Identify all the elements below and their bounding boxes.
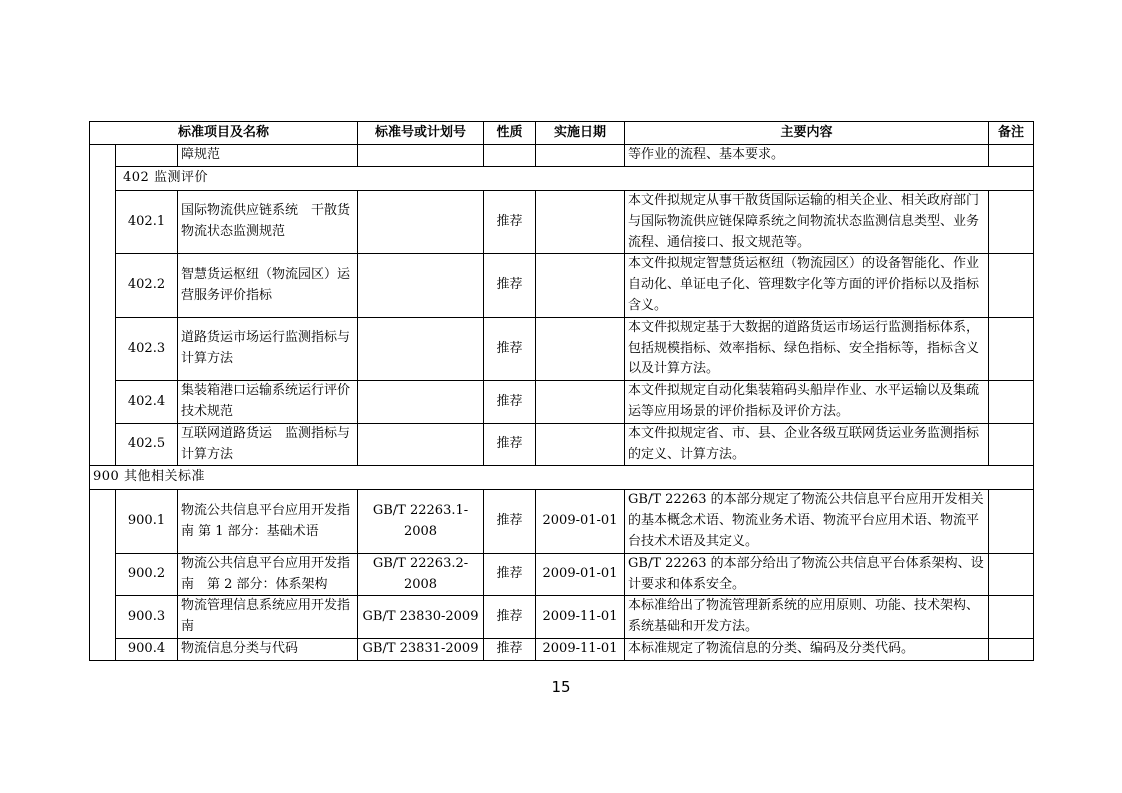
nature-cell: 推荐: [484, 490, 536, 553]
content-cell: 本文件拟规定省、市、县、企业各级互联网货运业务监测指标的定义、计算方法。: [625, 423, 989, 466]
content-cell: 本标准给出了物流管理新系统的应用原则、功能、技术架构、系统基础和开发方法。: [625, 596, 989, 639]
number-cell: GB/T 23830-2009: [358, 596, 484, 639]
date-cell: 2009-01-01: [536, 553, 625, 596]
section-label-900: 900 其他相关标准: [90, 466, 1034, 490]
table-row: [90, 553, 1034, 596]
name-cell: 障规范: [178, 145, 358, 167]
date-cell: [536, 317, 625, 380]
code-cell: 402.3: [116, 317, 178, 380]
code-cell: 402.2: [116, 254, 178, 317]
content-cell: GB/T 22263 的本部分给出了物流公共信息平台体系架构、设计要求和体系安全。: [625, 553, 989, 596]
code-cell: 900.3: [116, 596, 178, 639]
code-cell: 402.4: [116, 381, 178, 424]
section-row: [90, 167, 1034, 191]
number-cell: [358, 254, 484, 317]
number-cell: GB/T 22263.2-2008: [358, 553, 484, 596]
name-cell: 集装箱港口运输系统运行评价技术规范: [178, 381, 358, 424]
remarks-cell: [989, 317, 1034, 380]
nature-cell: 推荐: [484, 423, 536, 466]
date-cell: 2009-01-01: [536, 490, 625, 553]
indent-cell: [90, 490, 116, 661]
table-row: [90, 381, 1034, 424]
header-name: 标准项目及名称: [90, 122, 358, 145]
number-cell: GB/T 22263.1-2008: [358, 490, 484, 553]
date-cell: [536, 191, 625, 254]
name-cell: 物流管理信息系统应用开发指南: [178, 596, 358, 639]
number-cell: [358, 145, 484, 167]
date-cell: [536, 423, 625, 466]
number-cell: GB/T 23831-2009: [358, 638, 484, 660]
header-date: 实施日期: [536, 122, 625, 145]
date-cell: [536, 145, 625, 167]
remarks-cell: [989, 553, 1034, 596]
nature-cell: 推荐: [484, 638, 536, 660]
remarks-cell: [989, 596, 1034, 639]
content-cell: 本文件拟规定从事干散货国际运输的相关企业、相关政府部门与国际物流供应链保障系统之间物流状态监测信息类型、业务流程、通信接口、报文规范等。: [625, 191, 989, 254]
nature-cell: 推荐: [484, 317, 536, 380]
code-cell: 402.5: [116, 423, 178, 466]
content-cell: 本文件拟规定智慧货运枢纽（物流园区）的设备智能化、作业自动化、单证电子化、管理数字化等方面的评价指标以及指标含义。: [625, 254, 989, 317]
remarks-cell: [989, 191, 1034, 254]
name-cell: 智慧货运枢纽（物流园区）运营服务评价指标: [178, 254, 358, 317]
page-number: 15: [551, 678, 571, 696]
number-cell: [358, 317, 484, 380]
table-row: [90, 317, 1034, 380]
header-remarks: 备注: [989, 122, 1034, 145]
name-cell: 道路货运市场运行监测指标与计算方法: [178, 317, 358, 380]
nature-cell: 推荐: [484, 553, 536, 596]
date-cell: 2009-11-01: [536, 638, 625, 660]
header-content: 主要内容: [625, 122, 989, 145]
remarks-cell: [989, 254, 1034, 317]
content-cell: 等作业的流程、基本要求。: [625, 145, 989, 167]
standards-table: [89, 121, 1034, 661]
table-row: [90, 191, 1034, 254]
code-cell: 402.1: [116, 191, 178, 254]
name-cell: 互联网道路货运 监测指标与计算方法: [178, 423, 358, 466]
content-cell: 本文件拟规定基于大数据的道路货运市场运行监测指标体系，包括规模指标、效率指标、绿色指标、安全指标等，指标含义以及计算方法。: [625, 317, 989, 380]
table-row: [90, 638, 1034, 660]
table-header-row: [90, 122, 1034, 145]
name-cell: 国际物流供应链系统 干散货物流状态监测规范: [178, 191, 358, 254]
date-cell: [536, 381, 625, 424]
content-cell: 本标准规定了物流信息的分类、编码及分类代码。: [625, 638, 989, 660]
nature-cell: 推荐: [484, 596, 536, 639]
table-row: [90, 145, 1034, 167]
code-cell: 900.4: [116, 638, 178, 660]
content-cell: 本文件拟规定自动化集装箱码头船岸作业、水平运输以及集疏运等应用场景的评价指标及评价方法。: [625, 381, 989, 424]
nature-cell: [484, 145, 536, 167]
table-row: [90, 596, 1034, 639]
content-cell: GB/T 22263 的本部分规定了物流公共信息平台应用开发相关的基本概念术语、物流业务术语、物流平台应用术语、物流平台技术术语及其定义。: [625, 490, 989, 553]
number-cell: [358, 191, 484, 254]
number-cell: [358, 423, 484, 466]
number-cell: [358, 381, 484, 424]
name-cell: 物流信息分类与代码: [178, 638, 358, 660]
date-cell: 2009-11-01: [536, 596, 625, 639]
nature-cell: 推荐: [484, 191, 536, 254]
code-cell: [116, 145, 178, 167]
name-cell: 物流公共信息平台应用开发指南 第 2 部分：体系架构: [178, 553, 358, 596]
remarks-cell: [989, 490, 1034, 553]
header-nature: 性质: [484, 122, 536, 145]
name-cell: 物流公共信息平台应用开发指南 第 1 部分：基础术语: [178, 490, 358, 553]
table-row: [90, 490, 1034, 553]
nature-cell: 推荐: [484, 381, 536, 424]
remarks-cell: [989, 381, 1034, 424]
date-cell: [536, 254, 625, 317]
header-number: 标准号或计划号: [358, 122, 484, 145]
remarks-cell: [989, 638, 1034, 660]
code-cell: 900.1: [116, 490, 178, 553]
table-row: [90, 423, 1034, 466]
remarks-cell: [989, 423, 1034, 466]
code-cell: 900.2: [116, 553, 178, 596]
nature-cell: 推荐: [484, 254, 536, 317]
indent-cell: [90, 145, 116, 466]
section-label-402: 402 监测评价: [116, 167, 1034, 191]
remarks-cell: [989, 145, 1034, 167]
table-row: [90, 254, 1034, 317]
section-row: [90, 466, 1034, 490]
